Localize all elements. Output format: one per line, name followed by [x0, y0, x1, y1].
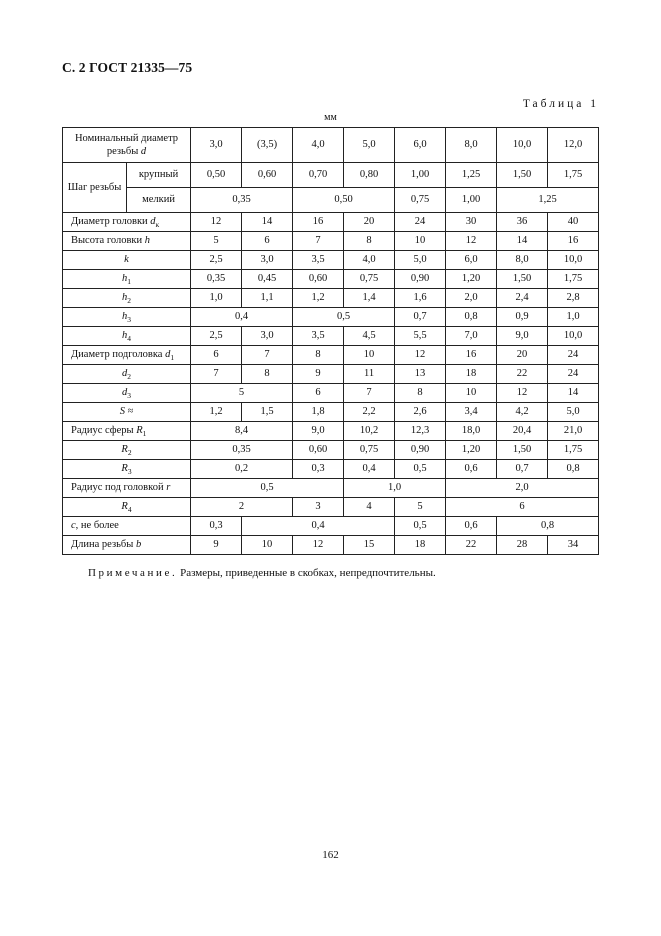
table-cell: 8,4: [191, 422, 293, 441]
table-cell: 1,1: [242, 289, 293, 308]
row-label-b: [63, 536, 191, 555]
table-cell: 15: [344, 536, 395, 555]
table-cell: 8,0: [497, 251, 548, 270]
row-label-d2: [63, 365, 191, 384]
table-caption: Таблица 1: [522, 98, 599, 110]
table-cell: 7: [191, 365, 242, 384]
table-cell: 0,75: [344, 441, 395, 460]
table-cell: 0,35: [191, 270, 242, 289]
table-cell: 0,9: [497, 308, 548, 327]
table-row: [63, 403, 599, 422]
table-row: [63, 346, 599, 365]
var-text: R: [121, 501, 128, 512]
table-cell: 10: [242, 536, 293, 555]
var-text: d: [122, 368, 128, 379]
table-cell: 20,4: [497, 422, 548, 441]
row-label-fine: мелкий: [127, 188, 191, 213]
table-cell: 0,90: [395, 270, 446, 289]
table-cell: 12: [497, 384, 548, 403]
table-row: [63, 384, 599, 403]
table-cell: 1,75: [548, 163, 599, 188]
table-cell: 0,7: [497, 460, 548, 479]
table-cell: 3,0: [242, 327, 293, 346]
table-cell: 5,5: [395, 327, 446, 346]
table-cell: 1,2: [293, 289, 344, 308]
table-cell: 0,5: [395, 517, 446, 536]
table-cell: 14: [548, 384, 599, 403]
label-text: Номинальный диаметр резьбы: [74, 133, 179, 157]
table-cell: 1,4: [344, 289, 395, 308]
var-text: h: [122, 311, 128, 322]
table-cell: 6,0: [395, 128, 446, 163]
row-label-k: [63, 251, 191, 270]
row-label-h1: [63, 270, 191, 289]
table-cell: 1,8: [293, 403, 344, 422]
table-cell: 0,60: [242, 163, 293, 188]
table-cell: 1,2: [191, 403, 242, 422]
table-cell: 1,0: [191, 289, 242, 308]
table-cell: 8: [395, 384, 446, 403]
table-row: [63, 365, 599, 384]
var-text: d: [165, 349, 171, 360]
var-text: r: [166, 482, 171, 493]
note-text: Размеры, приведенные в скобках, непредпочтительны.: [177, 567, 436, 579]
row-label-d3: [63, 384, 191, 403]
table-cell: 2,5: [191, 251, 242, 270]
table-cell: 0,90: [395, 441, 446, 460]
table-cell: 21,0: [548, 422, 599, 441]
table-cell: 0,7: [395, 308, 446, 327]
table-row: [63, 163, 599, 188]
subscript: 2: [127, 448, 132, 457]
table-cell: 0,2: [191, 460, 293, 479]
table-cell: 0,35: [191, 441, 293, 460]
table-cell: 2,0: [446, 479, 599, 498]
table-cell: 0,70: [293, 163, 344, 188]
table-row: [63, 270, 599, 289]
table-cell: 18: [446, 365, 497, 384]
table-cell: 0,4: [191, 308, 293, 327]
row-label-c: [63, 517, 191, 536]
table-cell: 0,8: [446, 308, 497, 327]
table-row: [63, 188, 599, 213]
table-cell: 1,20: [446, 270, 497, 289]
table-cell: 0,5: [395, 460, 446, 479]
row-label-r2: [63, 441, 191, 460]
var-text: S: [119, 406, 125, 417]
table-cell: 5: [395, 498, 446, 517]
table-cell: (3,5): [242, 128, 293, 163]
row-label-h2: [63, 289, 191, 308]
table-cell: 11: [344, 365, 395, 384]
row-label-head-diameter: [63, 213, 191, 232]
table-cell: 18: [395, 536, 446, 555]
subscript: 2: [127, 372, 131, 381]
table-cell: 2,0: [446, 289, 497, 308]
table-cell: 1,25: [497, 188, 599, 213]
table-cell: 0,5: [293, 308, 395, 327]
table-row: [63, 232, 599, 251]
table-note: [88, 567, 436, 579]
table-cell: 5,0: [395, 251, 446, 270]
table-cell: 1,0: [548, 308, 599, 327]
var-text: d: [150, 216, 156, 227]
row-label-h3: [63, 308, 191, 327]
table-cell: 10,0: [497, 128, 548, 163]
table-cell: 0,50: [293, 188, 395, 213]
table-cell: 22: [497, 365, 548, 384]
table-row: [63, 251, 599, 270]
table-cell: 24: [548, 365, 599, 384]
table-cell: 1,50: [497, 441, 548, 460]
table-cell: 10,2: [344, 422, 395, 441]
row-label-nominal-diameter: [63, 128, 191, 163]
table-cell: 14: [497, 232, 548, 251]
table-cell: 5,0: [548, 403, 599, 422]
table-cell: 7: [242, 346, 293, 365]
table-cell: 3,5: [293, 327, 344, 346]
subscript: 2: [127, 296, 131, 305]
table-cell: 1,00: [395, 163, 446, 188]
row-label-thread-pitch: Шаг резьбы: [63, 163, 127, 213]
table-cell: 4: [344, 498, 395, 517]
table-cell: 10,0: [548, 251, 599, 270]
page-number: 162: [322, 849, 339, 861]
table-cell: 3: [293, 498, 344, 517]
subscript: 3: [127, 391, 131, 400]
table-cell: 9,0: [497, 327, 548, 346]
table-row: [63, 213, 599, 232]
table-cell: 8: [344, 232, 395, 251]
table-cell: 12: [293, 536, 344, 555]
table-cell: 3,0: [242, 251, 293, 270]
var-text: h: [122, 292, 128, 303]
table-cell: 3,4: [446, 403, 497, 422]
table-cell: 8,0: [446, 128, 497, 163]
subscript: к: [155, 220, 160, 229]
table-cell: 2: [191, 498, 293, 517]
table-cell: 1,20: [446, 441, 497, 460]
table-cell: 13: [395, 365, 446, 384]
table-row: [63, 289, 599, 308]
table-cell: 2,6: [395, 403, 446, 422]
table-cell: 4,0: [293, 128, 344, 163]
table-cell: 10: [344, 346, 395, 365]
table-cell: 0,60: [293, 270, 344, 289]
table-cell: 0,3: [191, 517, 242, 536]
table-cell: 6: [446, 498, 599, 517]
table-cell: 1,75: [548, 270, 599, 289]
table-cell: 12,0: [548, 128, 599, 163]
table-cell: 2,8: [548, 289, 599, 308]
table-cell: 1,5: [242, 403, 293, 422]
var-text: R: [136, 425, 143, 436]
table-cell: 20: [344, 213, 395, 232]
units-label: мм: [324, 112, 337, 123]
table-row: [63, 536, 599, 555]
table-cell: 3,5: [293, 251, 344, 270]
table-cell: 5: [191, 232, 242, 251]
table-row: [63, 517, 599, 536]
row-label-s: [63, 403, 191, 422]
table-cell: 10,0: [548, 327, 599, 346]
var-text: R: [121, 444, 128, 455]
table-cell: 7: [293, 232, 344, 251]
table-cell: 36: [497, 213, 548, 232]
table-cell: 1,50: [497, 163, 548, 188]
table-cell: 16: [293, 213, 344, 232]
table-cell: 0,4: [242, 517, 395, 536]
label-text: Длина резьбы: [71, 539, 134, 550]
table-cell: 4,0: [344, 251, 395, 270]
table-cell: 0,60: [293, 441, 344, 460]
table-cell: 1,00: [446, 188, 497, 213]
table-cell: 22: [446, 536, 497, 555]
table-cell: 2,4: [497, 289, 548, 308]
table-cell: 14: [242, 213, 293, 232]
table-cell: 0,8: [548, 460, 599, 479]
label-text: , не более: [75, 520, 119, 531]
table-cell: 2,2: [344, 403, 395, 422]
table-cell: 16: [446, 346, 497, 365]
table-row: [63, 128, 599, 163]
table-cell: 24: [395, 213, 446, 232]
label-text: Радиус сферы: [71, 425, 134, 436]
table-cell: 12: [446, 232, 497, 251]
table-cell: 7,0: [446, 327, 497, 346]
table-cell: 10: [395, 232, 446, 251]
table-cell: 5,0: [344, 128, 395, 163]
table-cell: 12: [395, 346, 446, 365]
var-text: h: [144, 235, 151, 246]
table-cell: 5: [191, 384, 293, 403]
table-cell: 0,5: [191, 479, 344, 498]
var-text: c: [71, 520, 76, 531]
table-cell: 0,50: [191, 163, 242, 188]
table-cell: 9: [293, 365, 344, 384]
table-row: [63, 479, 599, 498]
table-row: [63, 441, 599, 460]
var-text: h: [122, 273, 128, 284]
subscript: 4: [127, 334, 131, 343]
table-row: [63, 327, 599, 346]
table-cell: 6: [293, 384, 344, 403]
row-label-d1: [63, 346, 191, 365]
table-cell: 3,0: [191, 128, 242, 163]
table-cell: 8: [242, 365, 293, 384]
table-cell: 1,25: [446, 163, 497, 188]
subscript: 3: [127, 315, 131, 324]
table-cell: 30: [446, 213, 497, 232]
row-label-r1: [63, 422, 191, 441]
table-cell: 6: [191, 346, 242, 365]
row-label-r3: [63, 460, 191, 479]
table-cell: 0,75: [344, 270, 395, 289]
table-cell: 34: [548, 536, 599, 555]
table-cell: 28: [497, 536, 548, 555]
label-text: ≈: [124, 406, 134, 417]
table-cell: 1,75: [548, 441, 599, 460]
table-cell: 0,80: [344, 163, 395, 188]
row-label-h4: [63, 327, 191, 346]
var-text: R: [121, 463, 128, 474]
table-cell: 6,0: [446, 251, 497, 270]
label-text: Высота головки: [71, 235, 143, 246]
row-label-head-height: [63, 232, 191, 251]
table-cell: 0,6: [446, 517, 497, 536]
table-cell: 40: [548, 213, 599, 232]
label-text: Диаметр подголовка: [71, 349, 163, 360]
table-cell: 20: [497, 346, 548, 365]
row-label-r4: [63, 498, 191, 517]
var-text: d: [140, 146, 147, 157]
table-cell: 0,45: [242, 270, 293, 289]
table-row: [63, 460, 599, 479]
table-cell: 1,6: [395, 289, 446, 308]
table-cell: 0,4: [344, 460, 395, 479]
table-cell: 4,5: [344, 327, 395, 346]
page-header: С. 2 ГОСТ 21335—75: [62, 60, 193, 75]
table-row: [63, 422, 599, 441]
subscript: 4: [127, 505, 132, 514]
table-cell: 10: [446, 384, 497, 403]
table-cell: 16: [548, 232, 599, 251]
table-cell: 4,2: [497, 403, 548, 422]
var-text: k: [124, 254, 129, 265]
table-cell: 24: [548, 346, 599, 365]
dimensions-table: [62, 127, 599, 555]
subscript: 1: [127, 277, 131, 286]
note-prefix: Примечание.: [88, 567, 178, 579]
table-cell: 6: [242, 232, 293, 251]
table-row: [63, 308, 599, 327]
var-text: b: [135, 539, 142, 550]
label-text: Диаметр головки: [71, 216, 148, 227]
table-cell: 0,8: [497, 517, 599, 536]
table-cell: 0,6: [446, 460, 497, 479]
table-cell: 12: [191, 213, 242, 232]
table-cell: 12,3: [395, 422, 446, 441]
table-cell: 2,5: [191, 327, 242, 346]
table-cell: 18,0: [446, 422, 497, 441]
row-label-coarse: крупный: [127, 163, 191, 188]
var-text: d: [122, 387, 128, 398]
table-cell: 9: [191, 536, 242, 555]
table-cell: 8: [293, 346, 344, 365]
subscript: 3: [127, 467, 132, 476]
table-row: [63, 498, 599, 517]
subscript: 1: [142, 429, 147, 438]
table-cell: 9,0: [293, 422, 344, 441]
table-cell: 1,0: [344, 479, 446, 498]
label-text: Радиус под головкой: [71, 482, 164, 493]
table-cell: 7: [344, 384, 395, 403]
table-cell: 0,35: [191, 188, 293, 213]
table-cell: 0,75: [395, 188, 446, 213]
var-text: h: [122, 330, 128, 341]
row-label-r: [63, 479, 191, 498]
table-cell: 0,3: [293, 460, 344, 479]
table-cell: 1,50: [497, 270, 548, 289]
subscript: 1: [170, 353, 175, 362]
